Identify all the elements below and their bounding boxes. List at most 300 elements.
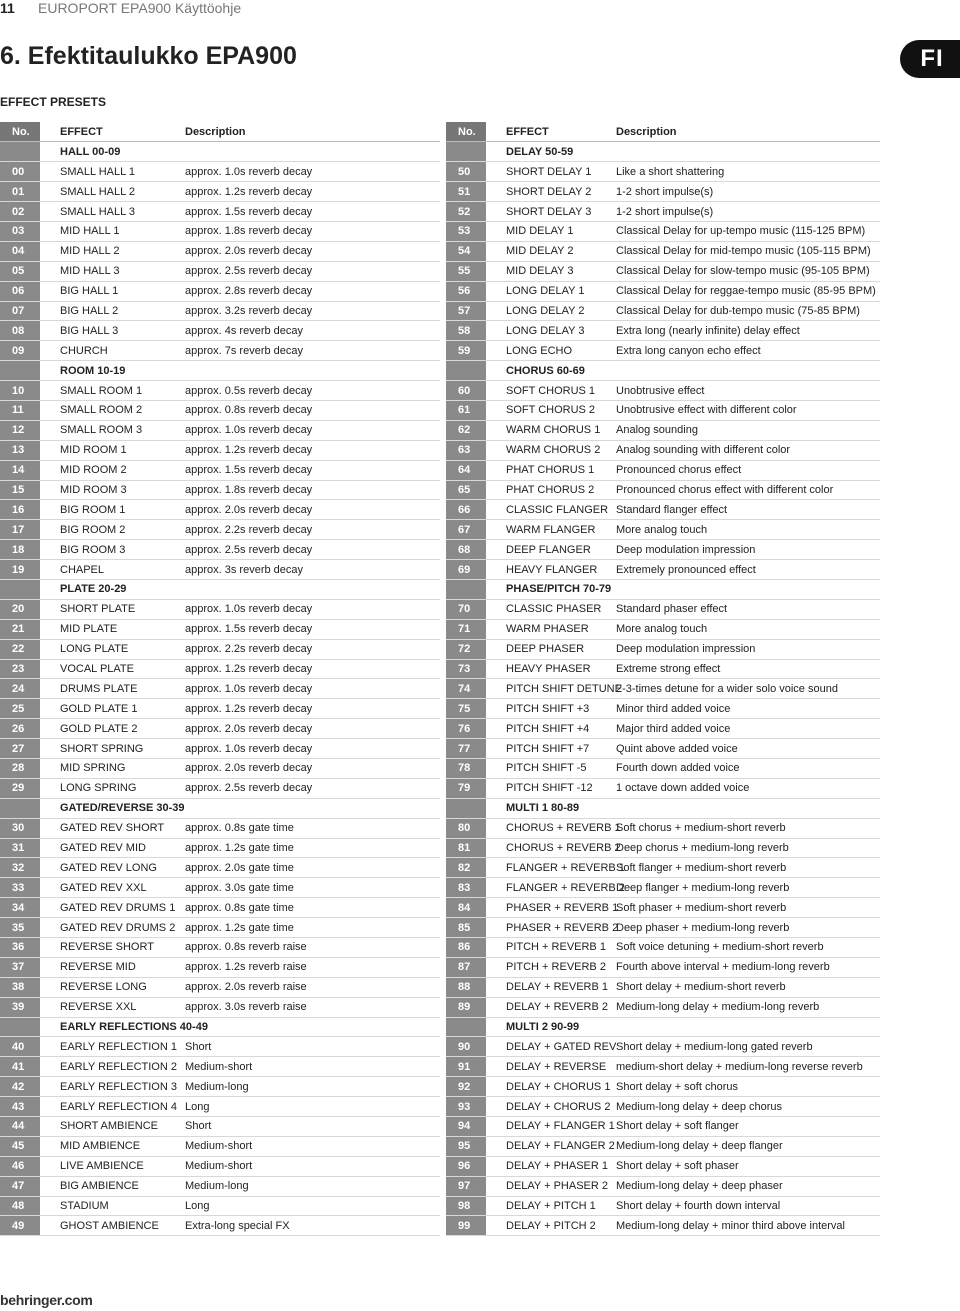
preset-number: 86 [446,938,486,958]
effect-description: approx. 2.0s gate time [185,858,440,878]
effect-description: Standard flanger effect [616,500,880,520]
effect-name: LONG DELAY 1 [486,281,616,301]
effect-description: approx. 2.0s reverb raise [185,977,440,997]
effect-description: Pronounced chorus effect with different color [616,480,880,500]
preset-number: 23 [0,659,40,679]
table-row [0,778,440,798]
effect-name: DELAY + PITCH 1 [486,1196,616,1216]
preset-number: 12 [0,420,40,440]
effect-description: Classical Delay for reggae-tempo music (85-95 BPM) [616,281,880,301]
table-row [446,659,880,679]
effect-description: approx. 3.0s reverb raise [185,997,440,1017]
table-row [0,1097,440,1117]
effect-description: Extra long canyon echo effect [616,341,880,361]
table-row [446,1216,880,1236]
effect-description: approx. 1.0s reverb decay [185,679,440,699]
col-header-description: Description [185,122,440,142]
preset-number: 04 [0,241,40,261]
table-row [446,400,880,420]
group-no-cell [0,579,40,599]
preset-number: 22 [0,639,40,659]
effect-description: approx. 1.2s reverb decay [185,699,440,719]
preset-number: 37 [0,957,40,977]
effect-description: approx. 1.0s reverb decay [185,420,440,440]
effect-description: approx. 3.2s reverb decay [185,301,440,321]
table-row [446,301,880,321]
table-row [0,838,440,858]
table-row [0,878,440,898]
group-title: EARLY REFLECTIONS 40-49 [40,1017,185,1037]
preset-number: 94 [446,1117,486,1137]
preset-number: 44 [0,1117,40,1137]
effect-description: approx. 3s reverb decay [185,560,440,580]
effect-description: Extra long (nearly infinite) delay effect [616,321,880,341]
group-header-row [0,1017,440,1037]
effect-name: MID DELAY 2 [486,241,616,261]
preset-number: 43 [0,1097,40,1117]
effect-description: approx. 7s reverb decay [185,341,440,361]
table-row [446,560,880,580]
table-row [446,599,880,619]
effect-name: SHORT DELAY 2 [486,182,616,202]
preset-number: 61 [446,400,486,420]
table-row [446,838,880,858]
effect-name: SHORT DELAY 1 [486,162,616,182]
effect-description: approx. 2.5s reverb decay [185,778,440,798]
effect-name: EARLY REFLECTION 2 [40,1057,185,1077]
effect-name: DRUMS PLATE [40,679,185,699]
effect-description: Medium-long delay + deep flanger [616,1136,880,1156]
group-empty-cell [616,798,880,818]
effect-description: Medium-long delay + deep chorus [616,1097,880,1117]
preset-number: 46 [0,1156,40,1176]
effect-name: DEEP FLANGER [486,540,616,560]
table-row [0,241,440,261]
preset-number: 01 [0,182,40,202]
effect-name: DELAY + REVERSE [486,1057,616,1077]
table-row [446,341,880,361]
effect-description: Medium-long delay + deep phaser [616,1176,880,1196]
effect-description: approx. 1.2s gate time [185,838,440,858]
table-row [446,1156,880,1176]
group-no-cell [446,142,486,162]
effect-name: PHAT CHORUS 2 [486,480,616,500]
language-tab: FI [900,40,960,78]
table-row [0,739,440,759]
effect-description: 2-3-times detune for a wider solo voice sound [616,679,880,699]
preset-number: 20 [0,599,40,619]
preset-number: 36 [0,938,40,958]
group-no-cell [446,361,486,381]
effect-description: Unobtrusive effect with different color [616,400,880,420]
preset-number: 53 [446,221,486,241]
effect-name: GATED REV MID [40,838,185,858]
effect-name: PITCH SHIFT DETUNE [486,679,616,699]
preset-number: 57 [446,301,486,321]
preset-number: 40 [0,1037,40,1057]
table-row [446,1136,880,1156]
group-empty-cell [616,1017,880,1037]
group-no-cell [446,579,486,599]
table-row [0,997,440,1017]
effect-description: approx. 1.5s reverb decay [185,619,440,639]
effect-name: HEAVY PHASER [486,659,616,679]
chapter-title: 6. Efektitaulukko EPA900 [0,42,297,70]
preset-number: 16 [0,500,40,520]
effect-name: CHORUS + REVERB 1 [486,818,616,838]
effect-description: approx. 1.2s reverb decay [185,659,440,679]
effect-name: REVERSE MID [40,957,185,977]
effect-description: approx. 2.0s reverb decay [185,500,440,520]
preset-number: 99 [446,1216,486,1236]
preset-number: 63 [446,440,486,460]
table-row [446,261,880,281]
preset-number: 84 [446,898,486,918]
effect-description: Medium-short [185,1057,440,1077]
effect-description: Pronounced chorus effect [616,460,880,480]
effect-name: CHORUS + REVERB 2 [486,838,616,858]
page-header [0,0,960,18]
effect-name: PHASER + REVERB 1 [486,898,616,918]
effect-name: BIG ROOM 2 [40,520,185,540]
effect-name: BIG ROOM 1 [40,500,185,520]
preset-number: 27 [0,739,40,759]
preset-number: 60 [446,381,486,401]
effect-name: WARM CHORUS 1 [486,420,616,440]
table-row [0,719,440,739]
group-empty-cell [185,361,440,381]
effect-description: 1-2 short impulse(s) [616,202,880,222]
effect-description: Deep modulation impression [616,540,880,560]
preset-number: 17 [0,520,40,540]
preset-number: 77 [446,739,486,759]
preset-number: 85 [446,918,486,938]
effects-table-left [0,122,440,1236]
group-header-row [0,579,440,599]
effect-name: MID DELAY 3 [486,261,616,281]
table-row [0,480,440,500]
effect-description: Major third added voice [616,719,880,739]
table-row [446,440,880,460]
preset-number: 32 [0,858,40,878]
effect-name: FLANGER + REVERB 2 [486,878,616,898]
table-row [0,1057,440,1077]
preset-number: 73 [446,659,486,679]
preset-number: 03 [0,221,40,241]
preset-number: 69 [446,560,486,580]
group-header-row [446,579,880,599]
preset-number: 80 [446,818,486,838]
preset-number: 14 [0,460,40,480]
table-row [0,1216,440,1236]
preset-number: 96 [446,1156,486,1176]
effect-description: approx. 3.0s gate time [185,878,440,898]
table-row [0,659,440,679]
preset-number: 81 [446,838,486,858]
effect-name: CLASSIC PHASER [486,599,616,619]
effect-description: Minor third added voice [616,699,880,719]
effect-name: DELAY + CHORUS 2 [486,1097,616,1117]
preset-number: 02 [0,202,40,222]
effect-name: EARLY REFLECTION 1 [40,1037,185,1057]
table-row [446,182,880,202]
effect-name: PITCH SHIFT +4 [486,719,616,739]
group-title: ROOM 10-19 [40,361,185,381]
effect-name: CHURCH [40,341,185,361]
table-row [0,1077,440,1097]
effect-description: Short delay + medium-long gated reverb [616,1037,880,1057]
effect-description: Standard phaser effect [616,599,880,619]
effect-name: FLANGER + REVERB 1 [486,858,616,878]
effect-name: GOLD PLATE 2 [40,719,185,739]
effect-name: MID ROOM 1 [40,440,185,460]
table-row [446,520,880,540]
preset-number: 31 [0,838,40,858]
table-row [446,778,880,798]
group-no-cell [446,1017,486,1037]
effect-name: SHORT AMBIENCE [40,1117,185,1137]
effect-name: PITCH SHIFT -5 [486,759,616,779]
group-title: CHORUS 60-69 [486,361,616,381]
group-title: PLATE 20-29 [40,579,185,599]
group-no-cell [0,142,40,162]
preset-number: 30 [0,818,40,838]
effect-description: approx. 1.0s reverb decay [185,599,440,619]
table-row [0,440,440,460]
effect-description: Extra-long special FX [185,1216,440,1236]
effect-name: PITCH + REVERB 1 [486,938,616,958]
preset-number: 28 [0,759,40,779]
group-empty-cell [616,579,880,599]
effect-description: Soft flanger + medium-short reverb [616,858,880,878]
effect-name: DELAY + CHORUS 1 [486,1077,616,1097]
group-header-row [0,142,440,162]
effect-name: DEEP PHASER [486,639,616,659]
effect-name: PITCH + REVERB 2 [486,957,616,977]
effect-description: Deep modulation impression [616,639,880,659]
table-row [446,420,880,440]
group-header-row [0,361,440,381]
table-row [446,500,880,520]
preset-number: 11 [0,400,40,420]
effect-name: EARLY REFLECTION 4 [40,1097,185,1117]
effect-description: approx. 0.8s gate time [185,818,440,838]
effect-name: WARM PHASER [486,619,616,639]
table-row [446,540,880,560]
preset-number: 75 [446,699,486,719]
table-row [0,699,440,719]
effect-name: BIG ROOM 3 [40,540,185,560]
table-row [0,420,440,440]
effect-description: approx. 1.8s reverb decay [185,480,440,500]
preset-number: 33 [0,878,40,898]
table-row [0,301,440,321]
table-row [446,1097,880,1117]
effect-description: approx. 2.0s reverb decay [185,759,440,779]
col-header-no: No. [446,122,486,142]
effect-name: REVERSE XXL [40,997,185,1017]
effect-name: SMALL HALL 2 [40,182,185,202]
table-row [446,381,880,401]
table-row [446,480,880,500]
effect-description: Short delay + medium-short reverb [616,977,880,997]
table-row [0,1196,440,1216]
table-row [0,540,440,560]
table-row [0,202,440,222]
preset-number: 51 [446,182,486,202]
table-header-row [446,122,880,142]
preset-number: 15 [0,480,40,500]
effect-description: approx. 2.8s reverb decay [185,281,440,301]
effect-name: PHAT CHORUS 1 [486,460,616,480]
effect-description: approx. 0.8s reverb decay [185,400,440,420]
table-row [446,162,880,182]
effect-description: approx. 4s reverb decay [185,321,440,341]
table-row [0,918,440,938]
table-row [0,381,440,401]
effect-name: DELAY + PITCH 2 [486,1216,616,1236]
preset-number: 76 [446,719,486,739]
effect-name: GOLD PLATE 1 [40,699,185,719]
effect-name: MID ROOM 2 [40,460,185,480]
table-row [446,321,880,341]
table-row [0,898,440,918]
group-empty-cell [616,361,880,381]
preset-number: 25 [0,699,40,719]
effect-description: approx. 1.5s reverb decay [185,460,440,480]
effects-table-right [446,122,880,1236]
table-row [446,1196,880,1216]
effect-name: SHORT SPRING [40,739,185,759]
effect-name: BIG HALL 1 [40,281,185,301]
table-row [446,878,880,898]
preset-number: 07 [0,301,40,321]
preset-number: 83 [446,878,486,898]
preset-number: 67 [446,520,486,540]
table-row [446,957,880,977]
effect-name: GHOST AMBIENCE [40,1216,185,1236]
effect-description: approx. 2.5s reverb decay [185,540,440,560]
table-row [0,162,440,182]
effect-name: REVERSE SHORT [40,938,185,958]
table-row [0,520,440,540]
effect-description: Short delay + soft chorus [616,1077,880,1097]
table-row [446,938,880,958]
group-title: GATED/REVERSE 30-39 [40,798,185,818]
table-row [0,1117,440,1137]
group-title: DELAY 50-59 [486,142,616,162]
effect-name: GATED REV DRUMS 1 [40,898,185,918]
preset-number: 34 [0,898,40,918]
preset-number: 58 [446,321,486,341]
group-header-row [446,142,880,162]
col-header-effect: EFFECT [40,122,185,142]
section-title: EFFECT PRESETS [0,95,107,109]
effect-name: CLASSIC FLANGER [486,500,616,520]
effect-description: approx. 0.5s reverb decay [185,381,440,401]
table-row [0,938,440,958]
effect-description: 1 octave down added voice [616,778,880,798]
effect-name: MID AMBIENCE [40,1136,185,1156]
page-number: 11 [0,0,15,16]
table-row [0,639,440,659]
table-row [446,1057,880,1077]
group-header-row [446,798,880,818]
table-row [446,1077,880,1097]
table-row [0,1176,440,1196]
table-row [0,977,440,997]
preset-number: 68 [446,540,486,560]
effect-name: BIG AMBIENCE [40,1176,185,1196]
preset-number: 72 [446,639,486,659]
preset-number: 82 [446,858,486,878]
preset-number: 95 [446,1136,486,1156]
effect-description: Analog sounding with different color [616,440,880,460]
effect-description: Soft phaser + medium-short reverb [616,898,880,918]
preset-number: 91 [446,1057,486,1077]
table-row [446,898,880,918]
table-row [446,997,880,1017]
preset-number: 56 [446,281,486,301]
table-row [0,460,440,480]
table-row [0,1156,440,1176]
effect-description: Medium-long [185,1077,440,1097]
effect-description: Long [185,1196,440,1216]
effect-name: DELAY + FLANGER 2 [486,1136,616,1156]
effect-description: Deep phaser + medium-long reverb [616,918,880,938]
table-row [0,321,440,341]
effect-name: DELAY + FLANGER 1 [486,1117,616,1137]
group-empty-cell [185,579,440,599]
col-header-description: Description [616,122,880,142]
effect-name: HEAVY FLANGER [486,560,616,580]
effect-description: Deep chorus + medium-long reverb [616,838,880,858]
table-row [0,1136,440,1156]
group-no-cell [0,1017,40,1037]
preset-number: 19 [0,560,40,580]
effect-name: MID HALL 2 [40,241,185,261]
preset-number: 93 [446,1097,486,1117]
table-row [446,639,880,659]
effect-name: MID PLATE [40,619,185,639]
effect-description: Soft chorus + medium-short reverb [616,818,880,838]
col-header-no: No. [0,122,40,142]
table-row [0,400,440,420]
effect-description: Fourth down added voice [616,759,880,779]
effect-description: Classical Delay for slow-tempo music (95-105 BPM) [616,261,880,281]
table-row [446,739,880,759]
effect-description: approx. 1.2s gate time [185,918,440,938]
effect-description: Short delay + soft flanger [616,1117,880,1137]
table-row [446,1176,880,1196]
effect-name: LIVE AMBIENCE [40,1156,185,1176]
preset-number: 21 [0,619,40,639]
preset-number: 35 [0,918,40,938]
table-row [446,460,880,480]
preset-number: 08 [0,321,40,341]
effect-name: GATED REV XXL [40,878,185,898]
effect-description: Short [185,1037,440,1057]
table-row [0,759,440,779]
table-row [0,1037,440,1057]
effect-name: PITCH SHIFT -12 [486,778,616,798]
preset-number: 55 [446,261,486,281]
table-row [0,560,440,580]
table-row [0,619,440,639]
effect-name: LONG DELAY 2 [486,301,616,321]
effect-name: MID ROOM 3 [40,480,185,500]
effect-description: Deep flanger + medium-long reverb [616,878,880,898]
